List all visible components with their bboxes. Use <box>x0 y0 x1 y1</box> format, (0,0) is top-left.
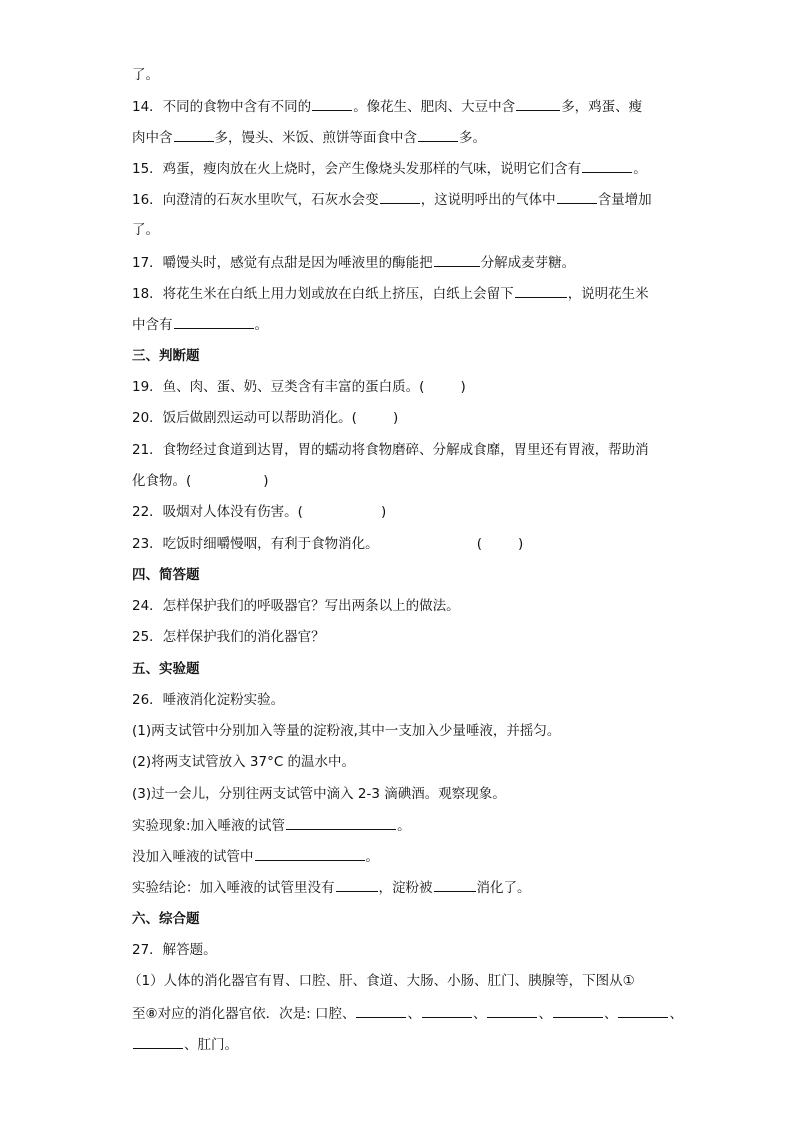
question-27-part-1-cont <box>132 1035 238 1054</box>
text: 、 <box>472 1006 487 1022</box>
text: 多。 <box>459 130 486 146</box>
answer-blank[interactable] <box>434 878 476 892</box>
text: (1)两支试管中分别加入等量的淀粉液,其中一支加入少量唾液，并摇匀。 <box>132 723 561 739</box>
question-21 <box>132 441 649 459</box>
text: 四、简答题 <box>132 567 200 583</box>
question-23 <box>132 535 523 553</box>
text: 含量增加 <box>597 192 652 208</box>
question-27-part-1 <box>128 972 635 990</box>
answer-blank[interactable] <box>174 128 214 142</box>
answer-blank[interactable] <box>336 878 378 892</box>
question-14 <box>132 97 642 116</box>
question-18 <box>132 284 649 303</box>
answer-blank[interactable] <box>422 1004 472 1018</box>
question-20 <box>132 409 398 427</box>
text: 多，馒头、米饭、煎饼等面食中含 <box>214 130 417 146</box>
question-26 <box>132 691 284 709</box>
text: 了。 <box>132 67 159 83</box>
question-16 <box>132 190 652 209</box>
section-heading <box>132 910 200 928</box>
text: ) <box>380 504 387 520</box>
experiment-observation <box>132 816 411 835</box>
text: (2)将两支试管放入 37°C 的温水中。 <box>132 754 356 770</box>
text: 没加入唾液的试管中 <box>132 849 254 865</box>
answer-blank[interactable] <box>380 190 420 204</box>
answer-blank[interactable] <box>434 253 480 267</box>
experiment-step <box>132 753 355 771</box>
question-21-cont <box>132 472 269 490</box>
answer-blank[interactable] <box>553 1004 603 1018</box>
text: 21．食物经过食道到达胃，胃的蠕动将食物磨碎、分解成食靡，胃里还有胃液，帮助消 <box>132 442 649 458</box>
text: 多，鸡蛋、瘦 <box>561 99 643 115</box>
answer-blank[interactable] <box>174 315 254 329</box>
text: 23．吃饭时细嚼慢咽，有利于食物消化。 <box>132 536 379 552</box>
text: (3)过一会儿，分别往两支试管中滴入 2-3 滴碘酒。观察现象。 <box>132 786 506 802</box>
text: 。 <box>633 161 647 177</box>
text: 三、判断题 <box>132 348 200 364</box>
answer-blank[interactable] <box>618 1004 668 1018</box>
answer-blank[interactable] <box>312 97 352 111</box>
text: 了。 <box>132 222 159 238</box>
text: ) <box>460 379 466 395</box>
question-14-cont <box>132 128 486 147</box>
text: 20．饭后做剧烈运动可以帮助消化。( <box>132 410 357 426</box>
experiment-observation <box>132 847 379 866</box>
text: 消化了。 <box>476 880 531 896</box>
experiment-step <box>132 722 560 740</box>
answer-blank[interactable] <box>557 190 597 204</box>
text: 。 <box>365 849 379 865</box>
text: 中含有 <box>132 317 173 333</box>
text: ，淀粉被 <box>378 880 433 896</box>
text: 、 <box>407 1006 421 1022</box>
text: 、肛门。 <box>184 1037 238 1053</box>
experiment-conclusion <box>132 878 531 897</box>
question-15 <box>132 159 647 178</box>
section-heading <box>132 566 200 584</box>
question-24 <box>132 597 460 615</box>
question-18-cont <box>132 315 268 334</box>
text: ，说明花生米 <box>567 286 649 302</box>
text: ，这说明呼出的气体中 <box>420 192 556 208</box>
text: 27．解答题。 <box>132 942 217 958</box>
text: 分解成麦芽糖。 <box>480 255 576 271</box>
text: ) <box>392 410 399 426</box>
text-line <box>132 66 159 84</box>
text: 。 <box>397 818 411 834</box>
text: 实验现象:加入唾液的试管 <box>132 818 286 834</box>
answer-blank[interactable] <box>516 97 560 111</box>
question-22 <box>132 503 386 521</box>
answer-blank[interactable] <box>133 1035 183 1049</box>
answer-blank[interactable] <box>286 816 396 830</box>
text: ) <box>517 536 524 552</box>
answer-blank[interactable] <box>515 284 567 298</box>
text: 26．唾液消化淀粉实验。 <box>132 692 285 708</box>
answer-blank[interactable] <box>418 128 458 142</box>
text: 、 <box>603 1006 618 1022</box>
experiment-step <box>132 785 506 803</box>
text: 、 <box>669 1006 683 1022</box>
text: 17．嚼馒头时，感觉有点甜是因为唾液里的酶能把 <box>132 255 433 271</box>
text: 肉中含 <box>132 130 173 146</box>
text: 化食物。( <box>132 473 192 489</box>
text: 实验结论：加入唾液的试管里没有 <box>132 880 335 896</box>
text: ) <box>263 473 269 489</box>
text: 五、实验题 <box>132 661 200 677</box>
section-heading <box>132 660 200 678</box>
text: 25．怎样保护我们的消化器官？ <box>132 629 325 645</box>
text: 18．将花生米在白纸上用力划或放在白纸上挤压，白纸上会留下 <box>132 286 514 302</box>
question-27 <box>132 941 217 959</box>
text: 、 <box>538 1006 552 1022</box>
question-19 <box>132 378 466 396</box>
answer-blank[interactable] <box>487 1004 537 1018</box>
answer-blank[interactable] <box>255 847 365 861</box>
text: 14．不同的食物中含有不同的 <box>132 99 312 115</box>
text: 24．怎样保护我们的呼吸器官？写出两条以上的做法。 <box>132 598 460 614</box>
text: ( <box>476 536 482 552</box>
text: 16．向澄清的石灰水里吹气，石灰水会变 <box>132 192 379 208</box>
text: 。 <box>254 317 268 333</box>
text: 19．鱼、肉、蛋、奶、豆类含有丰富的蛋白质。( <box>132 379 425 395</box>
text: （1）人体的消化器官有胃、口腔、肝、食道、大肠、小肠、肛门、胰腺等，下图从① <box>128 973 635 989</box>
text-line <box>132 221 159 239</box>
text: 六、综合题 <box>132 911 200 927</box>
question-25 <box>132 628 325 646</box>
question-17 <box>132 253 575 272</box>
text: 至⑧对应的消化器官依．次是: 口腔、 <box>132 1006 356 1022</box>
text: 22．吸烟对人体没有伤害。( <box>132 504 303 520</box>
answer-blank[interactable] <box>582 159 632 173</box>
text: 。像花生、肥肉、大豆中含 <box>353 99 516 115</box>
text: 15．鸡蛋，瘦肉放在火上烧时，会产生像烧头发那样的气味，说明它们含有 <box>132 161 582 177</box>
answer-blank[interactable] <box>356 1004 406 1018</box>
section-heading <box>132 347 200 365</box>
question-27-part-1-cont <box>132 1004 683 1023</box>
